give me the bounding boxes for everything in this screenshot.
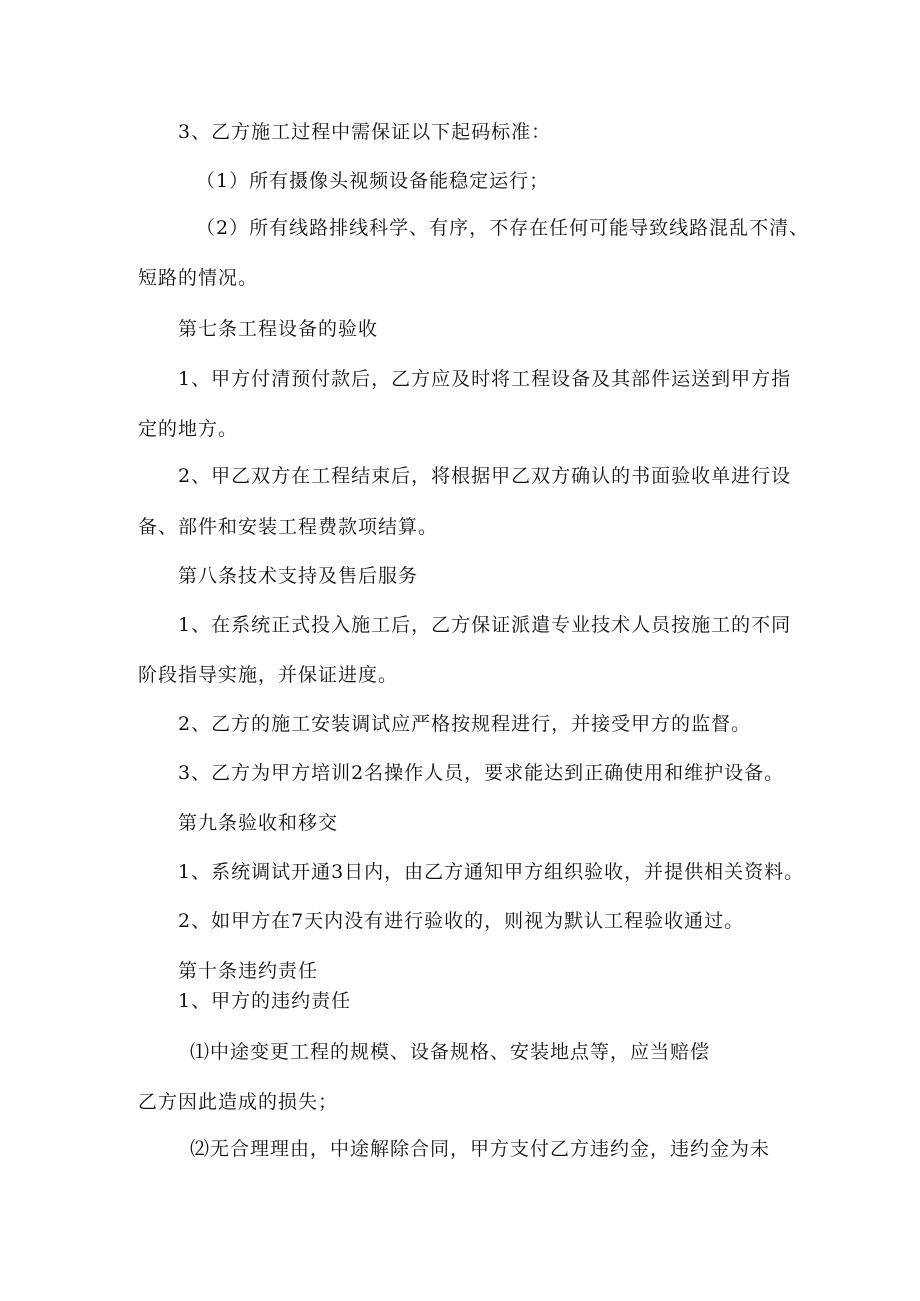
article-7-heading: 第七条工程设备的验收 <box>178 318 379 340</box>
standard-item-2: （2）所有线路排线科学、有序，不存在任何可能导致线路混乱不清、 <box>196 217 810 239</box>
standard-item-2-continued: 短路的情况。 <box>138 267 259 289</box>
article-7-item-2-continued: 备、部件和安装工程费款项结算。 <box>138 516 439 538</box>
article-7-item-2: 2、甲乙双方在工程结束后，将根据甲乙双方确认的书面验收单进行设 <box>178 465 792 487</box>
party-a-liability-item-1-continued: 乙方因此造成的损失； <box>138 1091 339 1113</box>
party-a-liability-item-2: ⑵无合理理由，中途解除合同，甲方支付乙方违约金，违约金为未 <box>190 1138 771 1160</box>
article-10-heading: 第十条违约责任 <box>178 960 319 982</box>
article-7-item-1-continued: 定的地方。 <box>138 418 239 440</box>
article-8-heading: 第八条技术支持及售后服务 <box>178 565 419 587</box>
party-a-liability-heading: 1、甲方的违约责任 <box>178 990 352 1012</box>
article-8-item-2: 2、乙方的施工安装调试应严格按规程进行，并接受甲方的监督。 <box>178 713 752 735</box>
article-9-item-1: 1、系统调试开通3日内，由乙方通知甲方组织验收，并提供相关资料。 <box>178 861 805 883</box>
standard-item-1: （1）所有摄像头视频设备能稳定运行； <box>196 170 550 192</box>
article-8-item-1: 1、在系统正式投入施工后，乙方保证派遣专业技术人员按施工的不同 <box>178 614 792 636</box>
article-9-item-2: 2、如甲方在7天内没有进行验收的，则视为默认工程验收通过。 <box>178 910 745 932</box>
article-7-item-1: 1、甲方付清预付款后，乙方应及时将工程设备及其部件运送到甲方指 <box>178 368 792 390</box>
article-9-heading: 第九条验收和移交 <box>178 812 339 834</box>
article-8-item-1-continued: 阶段指导实施，并保证进度。 <box>138 664 399 686</box>
clause-3-standards: 3、乙方施工过程中需保证以下起码标准： <box>178 121 552 143</box>
article-8-item-3: 3、乙方为甲方培训2名操作人员，要求能达到正确使用和维护设备。 <box>178 762 785 784</box>
party-a-liability-item-1: ⑴中途变更工程的规模、设备规格、安装地点等，应当赔偿 <box>190 1041 711 1063</box>
